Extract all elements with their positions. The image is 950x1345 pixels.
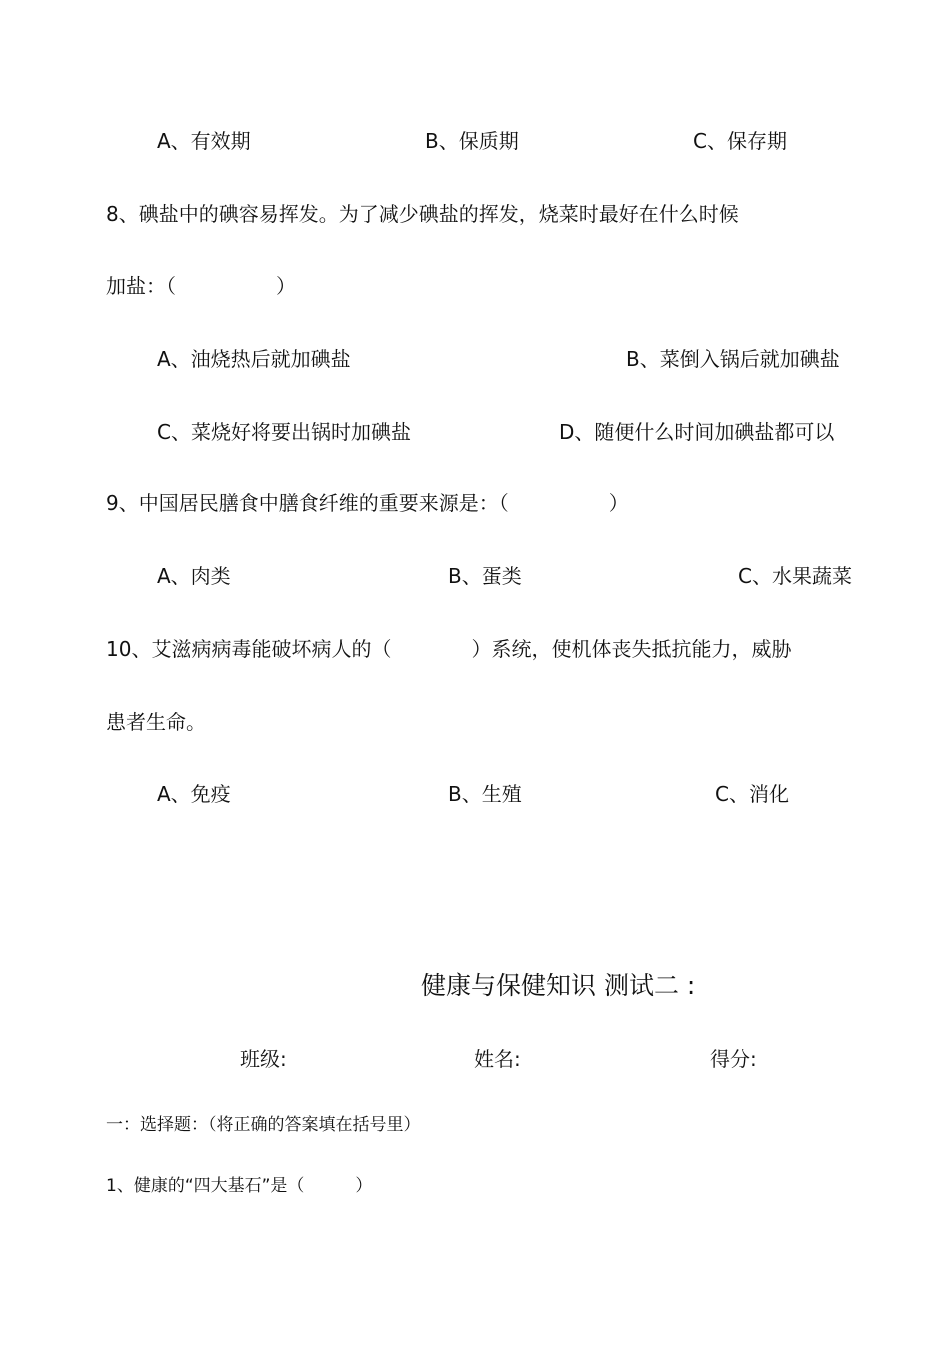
q10-option-a: A、免疫 [157, 782, 231, 806]
q8-text-line2: 加盐：（ ） [106, 274, 296, 298]
q9-option-b: B、蛋类 [448, 564, 522, 588]
q8-option-b: B、菜倒入锅后就加碘盐 [626, 347, 840, 371]
q8-option-d: D、随便什么时间加碘盐都可以 [559, 420, 835, 444]
q10-text-line2: 患者生命。 [106, 710, 206, 734]
class-label: 班级: [240, 1047, 287, 1071]
q8-option-a: A、油烧热后就加碘盐 [157, 347, 351, 371]
q9-text: 9、中国居民膳食中膳食纤维的重要来源是：（ ） [106, 491, 629, 515]
q10-text-line1: 10、艾滋病病毒能破坏病人的（ ）系统，使机体丧失抵抗能力，威胁 [106, 637, 792, 661]
q10-option-b: B、生殖 [448, 782, 522, 806]
q7-option-a: A、有效期 [157, 129, 251, 153]
name-label: 姓名: [474, 1047, 521, 1071]
q9-option-c: C、水果蔬菜 [738, 564, 852, 588]
q9-option-a: A、肉类 [157, 564, 231, 588]
q8-option-c: C、菜烧好将要出锅时加碘盐 [157, 420, 411, 444]
q8-text-line1: 8、碘盐中的碘容易挥发。为了减少碘盐的挥发，烧菜时最好在什么时候 [106, 202, 739, 226]
score-label: 得分: [710, 1047, 757, 1071]
section-heading: 一：选择题：（将正确的答案填在括号里） [106, 1115, 421, 1135]
q7-option-b: B、保质期 [425, 129, 519, 153]
test2-q1-text: 1、健康的“四大基石”是（ ） [106, 1176, 373, 1196]
q7-option-c: C、保存期 [693, 129, 787, 153]
test2-title: 健康与保健知识 测试二 : [421, 971, 696, 1000]
q10-option-c: C、消化 [715, 782, 789, 806]
